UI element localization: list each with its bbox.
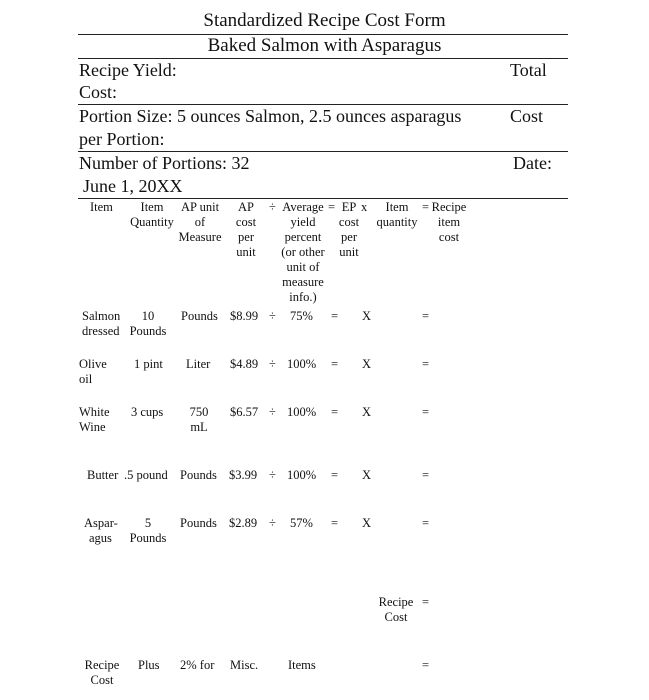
cost-label: Cost: xyxy=(79,82,118,102)
row-qty: 1 pint xyxy=(134,357,163,371)
row-yield: 75% xyxy=(290,309,313,323)
col-divide-sign: ÷ xyxy=(269,200,276,214)
col-times-sign: x xyxy=(361,200,368,214)
row-equals-sign-2: = xyxy=(422,357,430,371)
total-label: Total xyxy=(510,60,547,80)
row-item: Aspar- agus xyxy=(84,516,118,545)
recipe-name: Baked Salmon with Asparagus xyxy=(207,35,442,56)
date-label: Date: xyxy=(513,153,552,173)
row-qty: 5 Pounds xyxy=(129,516,167,545)
col-item-quantity: Item Quantity xyxy=(130,200,174,229)
row-yield: 100% xyxy=(287,405,317,419)
row-qty: 10 Pounds xyxy=(129,309,167,338)
row-divide-sign: ÷ xyxy=(269,516,276,530)
row-times-sign: X xyxy=(362,516,372,530)
per-portion-label: per Portion: xyxy=(79,129,165,149)
row-item: Butter xyxy=(87,468,119,482)
row-times-sign: X xyxy=(362,357,372,371)
row-divide-sign: ÷ xyxy=(269,468,276,482)
row-divide-sign: ÷ xyxy=(269,309,276,323)
divider xyxy=(78,151,568,152)
row-item: Olive oil xyxy=(79,357,107,386)
row-item: Salmon dressed xyxy=(82,309,121,338)
col-equals-sign-2: = xyxy=(422,200,430,214)
misc-recipe-cost-label: Recipe Cost xyxy=(84,658,120,687)
row-equals-sign-2: = xyxy=(422,468,430,482)
col-ap-unit: AP unit of Measure xyxy=(178,200,222,244)
col-item-quantity-2: Item quantity xyxy=(376,200,418,229)
form-title: Standardized Recipe Cost Form xyxy=(203,10,446,31)
row-equals-sign: = xyxy=(331,405,339,419)
row-cost: $4.89 xyxy=(230,357,259,371)
row-equals-sign: = xyxy=(331,516,339,530)
row-item: White Wine xyxy=(79,405,110,434)
row-cost: $8.99 xyxy=(230,309,259,323)
num-portions-text: Number of Portions: 32 xyxy=(79,153,250,173)
misc-equals: = xyxy=(422,658,430,672)
col-average-yield: Average yield percent (or other unit of measure info.) xyxy=(281,200,325,304)
row-cost: $2.89 xyxy=(229,516,258,530)
cost-label-right: Cost xyxy=(510,106,544,126)
row-divide-sign: ÷ xyxy=(269,357,276,371)
col-ap-cost: AP cost per unit xyxy=(235,200,257,259)
row-yield: 100% xyxy=(287,468,317,482)
row-times-sign: X xyxy=(362,405,372,419)
row-equals-sign-2: = xyxy=(422,309,430,323)
row-cost: $6.57 xyxy=(230,405,259,419)
misc-percent: 2% for xyxy=(180,658,215,672)
divider xyxy=(78,198,568,199)
row-divide-sign: ÷ xyxy=(269,405,276,419)
row-unit: 750 mL xyxy=(189,405,209,434)
portion-size-text: Portion Size: 5 ounces Salmon, 2.5 ounces asparagus xyxy=(79,106,462,126)
row-yield: 57% xyxy=(290,516,313,530)
col-ep-cost: EP cost per unit xyxy=(338,200,360,259)
recipe-yield-label: Recipe Yield: xyxy=(79,60,177,80)
row-unit: Pounds xyxy=(180,468,217,482)
row-unit: Liter xyxy=(186,357,211,371)
row-equals-sign: = xyxy=(331,357,339,371)
row-times-sign: X xyxy=(362,309,372,323)
row-qty: 3 cups xyxy=(131,405,164,419)
row-equals-sign-2: = xyxy=(422,516,430,530)
row-yield: 100% xyxy=(287,357,317,371)
recipe-cost-label: Recipe Cost xyxy=(378,595,414,624)
row-times-sign: X xyxy=(362,468,372,482)
misc-label: Misc. xyxy=(230,658,259,672)
date-value: June 1, 20XX xyxy=(83,176,183,196)
row-equals-sign: = xyxy=(331,309,339,323)
recipe-cost-equals: = xyxy=(422,595,430,609)
row-unit: Pounds xyxy=(181,309,218,323)
row-qty: .5 pound xyxy=(124,468,168,482)
row-equals-sign: = xyxy=(331,468,339,482)
misc-items: Items xyxy=(288,658,316,672)
col-recipe-item-cost: Recipe item cost xyxy=(431,200,467,244)
col-equals-sign: = xyxy=(328,200,336,214)
row-cost: $3.99 xyxy=(229,468,258,482)
row-equals-sign-2: = xyxy=(422,405,430,419)
divider xyxy=(78,104,568,105)
row-unit: Pounds xyxy=(180,516,217,530)
col-item: Item xyxy=(90,200,113,214)
misc-plus: Plus xyxy=(138,658,160,672)
divider xyxy=(78,58,568,59)
